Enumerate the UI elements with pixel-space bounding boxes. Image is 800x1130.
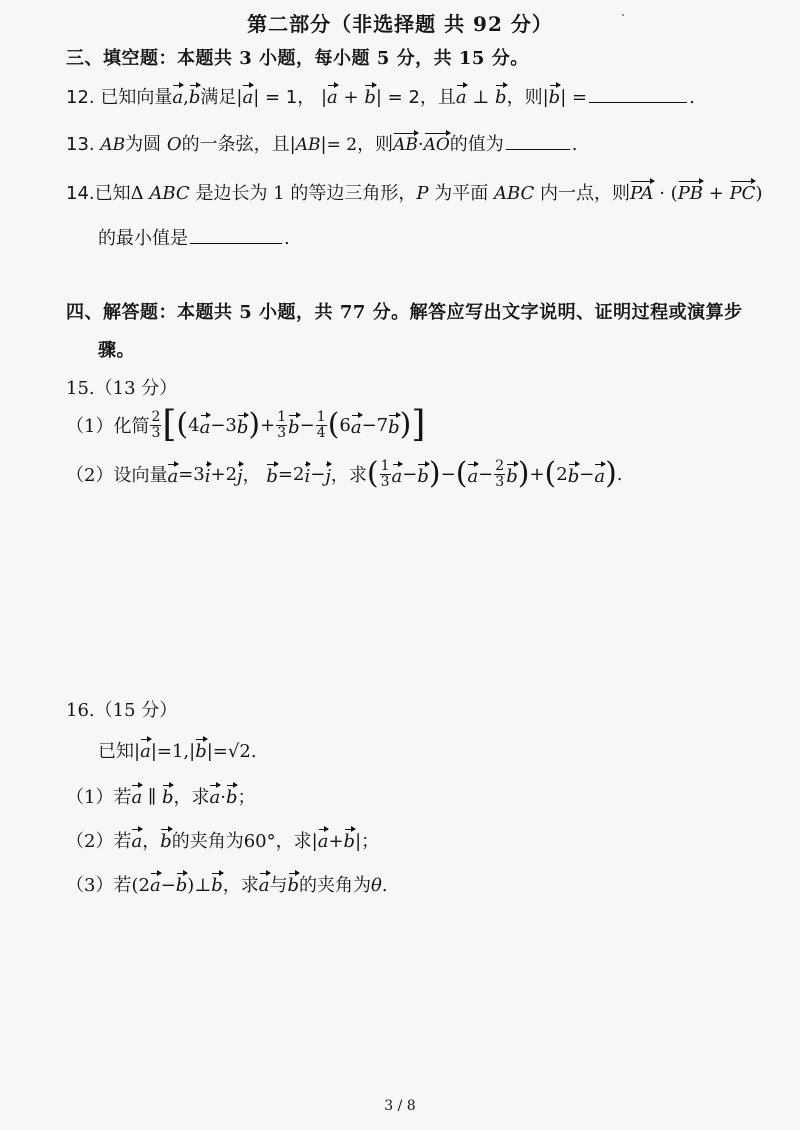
vector-pa: PA xyxy=(630,178,653,204)
page-title: 第二部分（非选择题 共 92 分） xyxy=(247,12,553,36)
question-16-part-2: （2）若a，b的夹角为60°，求|a+b|； xyxy=(66,826,379,853)
question-16-number: 16.（15 分） xyxy=(66,700,178,721)
question-12: 12. 已知向量a,b满足|a| = 1， |a + b| = 2，且a ⊥ b，则|b| = . xyxy=(66,82,695,109)
scan-speck xyxy=(622,14,624,16)
question-14: 14.已知Δ ABC 是边长为 1 的等边三角形，P 为平面 ABC 内一点，则PA · (PB + PC) xyxy=(66,178,762,205)
question-16-given: 已知|a|=1,|b|=√2. xyxy=(98,736,257,763)
question-13: 13. AB为圆 O的一条弦，且|AB|= 2，则AB·AO的值为 . xyxy=(66,130,578,156)
page-number: 3 / 8 xyxy=(384,1098,416,1114)
question-number: 12. xyxy=(66,87,95,108)
question-number: 14. xyxy=(66,183,95,204)
question-15-part-2: （2）设向量 a =3 i +2 j ， b =2 i − j ，求 ( $\frac{1}{3}$ a − b ) − ( a − $\frac{2}{3}$ b ) + ( 2 b − a ) . xyxy=(66,456,623,491)
vector-ab: AB xyxy=(393,130,418,155)
answer-blank[interactable] xyxy=(506,148,570,150)
answer-blank[interactable] xyxy=(190,242,282,244)
vector-a: a xyxy=(172,82,183,108)
question-14-line2: 的最小值是 . xyxy=(98,228,290,249)
vector-pb: PB xyxy=(678,178,703,204)
vector-ao: AO xyxy=(424,130,450,155)
vector-pc: PC xyxy=(730,178,756,204)
question-16-part-1: （1）若a ∥ b，求a·b； xyxy=(66,782,255,809)
question-15-number: 15.（13 分） xyxy=(66,378,178,399)
question-16-part-3: （3）若(2a−b)⊥b，求a与b的夹角为θ. xyxy=(66,870,388,897)
question-number: 13. xyxy=(66,134,95,155)
section-3-heading: 三、填空题：本题共 3 小题，每小题 5 分，共 15 分。 xyxy=(66,48,529,69)
vector-b: b xyxy=(189,82,201,108)
question-15-part-1: （1）化简 $\frac{2}{3}$ [ ( 4 a −3 b ) + $\frac{1}{3}$ b − $\frac{1}{4}$ ( 6 a −7 b ) ] xyxy=(66,404,426,445)
section-4-heading-cont: 骤。 xyxy=(98,340,135,361)
answer-blank[interactable] xyxy=(589,101,687,103)
section-4-heading: 四、解答题：本题共 5 小题，共 77 分。解答应写出文字说明、证明过程或演算步 xyxy=(66,302,743,323)
